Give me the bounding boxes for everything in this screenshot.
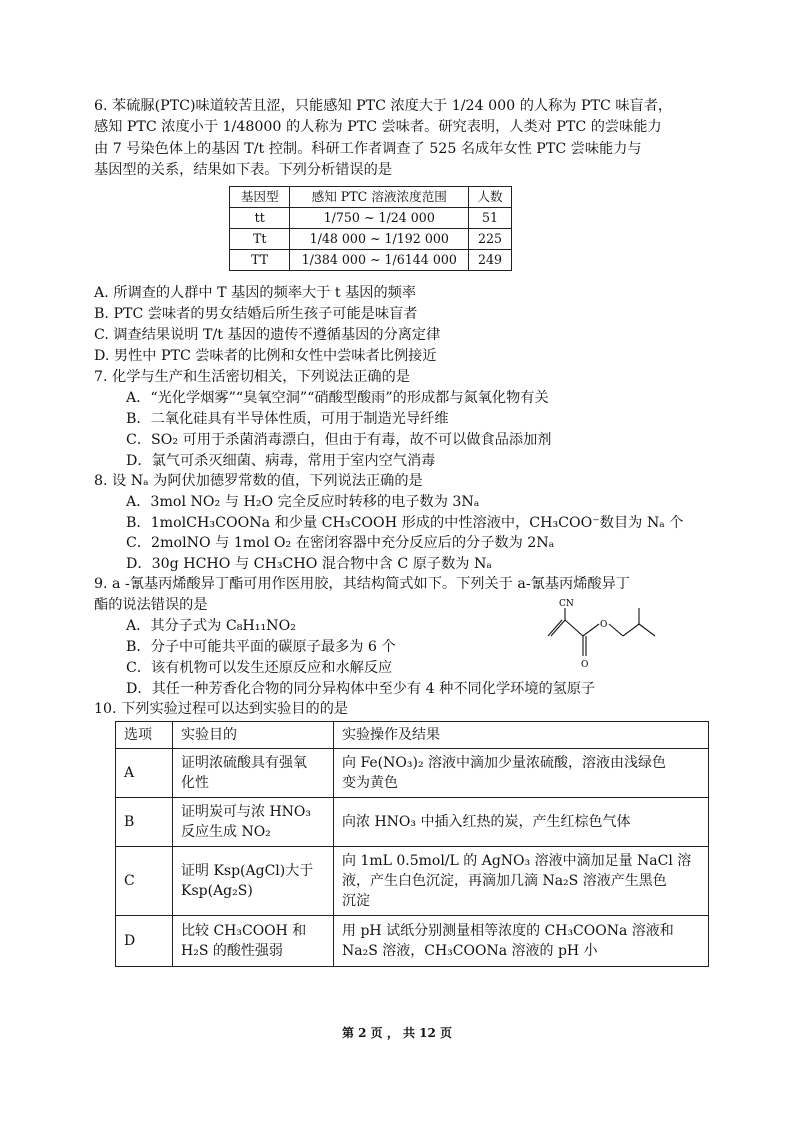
table-row bbox=[116, 749, 709, 798]
experiment-table bbox=[115, 721, 709, 967]
operation-cell bbox=[334, 798, 709, 847]
purpose-line: 化性 bbox=[181, 775, 209, 791]
q8-option-c: C．2molNO 与 1mol O₂ 在密闭容器中充分反应后的分子数为 2Nₐ bbox=[126, 535, 555, 551]
q6-stem-line-1: 6. 苯硫脲(PTC)味道较苦且涩，只能感知 PTC 浓度大于 1/24 000 的人称为 PTC 味盲者， bbox=[94, 98, 673, 114]
q9-option-a: A．其分子式为 C₈H₁₁NO₂ bbox=[126, 618, 296, 634]
q6-option-c: C. 调查结果说明 T/t 基因的遗传不遵循基因的分离定律 bbox=[94, 327, 441, 343]
table-cell: Tt bbox=[230, 229, 290, 250]
operation-line: 变为黄色 bbox=[342, 775, 398, 791]
table-cell: 1/48 000 ~ 1/192 000 bbox=[290, 229, 469, 250]
q9-option-b: B．分子中可能共平面的碳原子最多为 6 个 bbox=[126, 639, 396, 655]
table-header-cell: 实验操作及结果 bbox=[334, 722, 709, 749]
operation-line: 向 1mL 0.5mol/L 的 AgNO₃ 溶液中滴加足量 NaCl 溶 bbox=[342, 853, 692, 869]
table-header-cell: 感知 PTC 溶液浓度范围 bbox=[290, 187, 469, 208]
q6-option-b: B. PTC 尝味者的男女结婚后所生孩子可能是味盲者 bbox=[94, 306, 418, 322]
table-header-row bbox=[116, 722, 709, 749]
purpose-cell bbox=[173, 847, 334, 916]
purpose-line: 证明浓硫酸具有强氧 bbox=[181, 755, 307, 771]
q7-stem: 7. 化学与生产和生活密切相关，下列说法正确的是 bbox=[94, 369, 410, 385]
q9-option-c: C．该有机物可以发生还原反应和水解反应 bbox=[126, 660, 393, 676]
table-cell: 51 bbox=[469, 208, 512, 229]
q7-option-d: D．氯气可杀灭细菌、病毒，常用于室内空气消毒 bbox=[126, 453, 436, 469]
q6-stem-line-2: 感知 PTC 浓度小于 1/48000 的人称为 PTC 尝味者。研究表明，人类对 PTC 的尝味能力 bbox=[94, 119, 662, 135]
structural-formula bbox=[543, 598, 663, 670]
q9-stem-line-1: 9. a -氰基丙烯酸异丁酯可用作医用胶，其结构简式如下。下列关于 a-氰基丙烯酸异丁 bbox=[94, 576, 630, 592]
purpose-cell bbox=[173, 749, 334, 798]
q6-option-a: A. 所调查的人群中 T 基因的频率大于 t 基因的频率 bbox=[94, 285, 417, 301]
q8-option-a: A．3mol NO₂ 与 H₂O 完全反应时转移的电子数为 3Nₐ bbox=[126, 494, 480, 510]
table-row bbox=[116, 847, 709, 916]
purpose-cell bbox=[173, 798, 334, 847]
operation-line: 沉淀 bbox=[342, 893, 370, 909]
table-cell: 1/750 ~ 1/24 000 bbox=[290, 208, 469, 229]
table-header-row bbox=[230, 187, 512, 208]
operation-cell bbox=[334, 749, 709, 798]
cn-label: CN bbox=[559, 599, 574, 609]
purpose-line: 证明 Ksp(AgCl)大于 bbox=[181, 863, 314, 879]
option-label-cell: B bbox=[116, 798, 173, 847]
bond-vinyl bbox=[551, 620, 565, 636]
table-row bbox=[116, 798, 709, 847]
table-header-cell: 实验目的 bbox=[173, 722, 334, 749]
bond-chain-2 bbox=[639, 624, 655, 636]
option-label-cell: C bbox=[116, 847, 173, 916]
ester-oxygen-label: O bbox=[600, 620, 608, 630]
table-cell: tt bbox=[230, 208, 290, 229]
option-label-cell: D bbox=[116, 916, 173, 967]
q7-option-a: A．“光化学烟雾”“臭氧空洞”“硝酸型酸雨”的形成都与氮氧化物有关 bbox=[126, 390, 549, 406]
q6-stem-line-3: 由 7 号染色体上的基因 T/t 控制。科研工作者调查了 525 名成年女性 PTC 尝味能力与 bbox=[94, 141, 642, 157]
purpose-line: H₂S 的酸性强弱 bbox=[181, 943, 283, 959]
table-header-cell: 基因型 bbox=[230, 187, 290, 208]
operation-cell bbox=[334, 847, 709, 916]
ptc-genotype-table bbox=[229, 186, 512, 271]
q7-option-c: C．SO₂ 可用于杀菌消毒漂白，但由于有毒，故不可以做食品添加剂 bbox=[126, 432, 552, 448]
option-label-cell: A bbox=[116, 749, 173, 798]
bond-ester-1 bbox=[583, 624, 599, 636]
bond-chain-1 bbox=[623, 624, 639, 636]
table-row bbox=[230, 250, 512, 271]
bond-c-carbonyl bbox=[565, 620, 583, 636]
page-footer: 第 2 页 ， 共 12 页 bbox=[341, 1026, 453, 1040]
purpose-line: 证明炭可与浓 HNO₃ bbox=[181, 804, 311, 820]
operation-line: Na₂S 溶液，CH₃COONa 溶液的 pH 小 bbox=[342, 943, 598, 959]
operation-line: 用 pH 试纸分别测量相等浓度的 CH₃COONa 溶液和 bbox=[342, 923, 674, 939]
q6-stem-line-4: 基因型的关系，结果如下表。下列分析错误的是 bbox=[94, 162, 392, 178]
q9-stem-line-2: 酯的说法错误的是 bbox=[94, 597, 208, 613]
operation-line: 向 Fe(NO₃)₂ 溶液中滴加少量浓硫酸，溶液由浅绿色 bbox=[342, 755, 667, 771]
purpose-line: 比较 CH₃COOH 和 bbox=[181, 923, 307, 939]
table-cell: 225 bbox=[469, 229, 512, 250]
table-row bbox=[230, 229, 512, 250]
purpose-line: 反应生成 NO₂ bbox=[181, 824, 271, 840]
purpose-cell bbox=[173, 916, 334, 967]
q8-stem: 8. 设 Nₐ 为阿伏加德罗常数的值，下列说法正确的是 bbox=[94, 473, 423, 489]
table-header-cell: 选项 bbox=[116, 722, 173, 749]
carbonyl-oxygen-label: O bbox=[581, 660, 589, 670]
table-header-cell: 人数 bbox=[469, 187, 512, 208]
table-cell: TT bbox=[230, 250, 290, 271]
operation-line: 液，产生白色沉淀，再滴加几滴 Na₂S 溶液产生黑色 bbox=[342, 873, 667, 889]
q9-option-d: D．其任一种芳香化合物的同分异构体中至少有 4 种不同化学环境的氢原子 bbox=[126, 681, 596, 697]
q7-option-b: B．二氧化硅具有半导体性质，可用于制造光导纤维 bbox=[126, 411, 449, 427]
q8-option-d: D．30g HCHO 与 CH₃CHO 混合物中含 C 原子数为 Nₐ bbox=[126, 556, 492, 572]
q8-option-b: B．1molCH₃COONa 和少量 CH₃COOH 形成的中性溶液中，CH₃COO⁻数目为 Nₐ 个 bbox=[126, 515, 684, 531]
bond-ester-2 bbox=[609, 624, 623, 636]
operation-cell bbox=[334, 916, 709, 967]
table-cell: 249 bbox=[469, 250, 512, 271]
table-cell: 1/384 000 ~ 1/6144 000 bbox=[290, 250, 469, 271]
q6-option-d: D. 男性中 PTC 尝味者的比例和女性中尝味者比例接近 bbox=[94, 348, 437, 364]
q10-stem: 10. 下列实验过程可以达到实验目的的是 bbox=[94, 701, 349, 717]
bond-vinyl-double bbox=[548, 620, 562, 636]
table-row bbox=[116, 916, 709, 967]
purpose-line: Ksp(Ag₂S) bbox=[181, 883, 253, 899]
table-row bbox=[230, 208, 512, 229]
operation-line: 向浓 HNO₃ 中插入红热的炭，产生红棕色气体 bbox=[342, 814, 631, 830]
